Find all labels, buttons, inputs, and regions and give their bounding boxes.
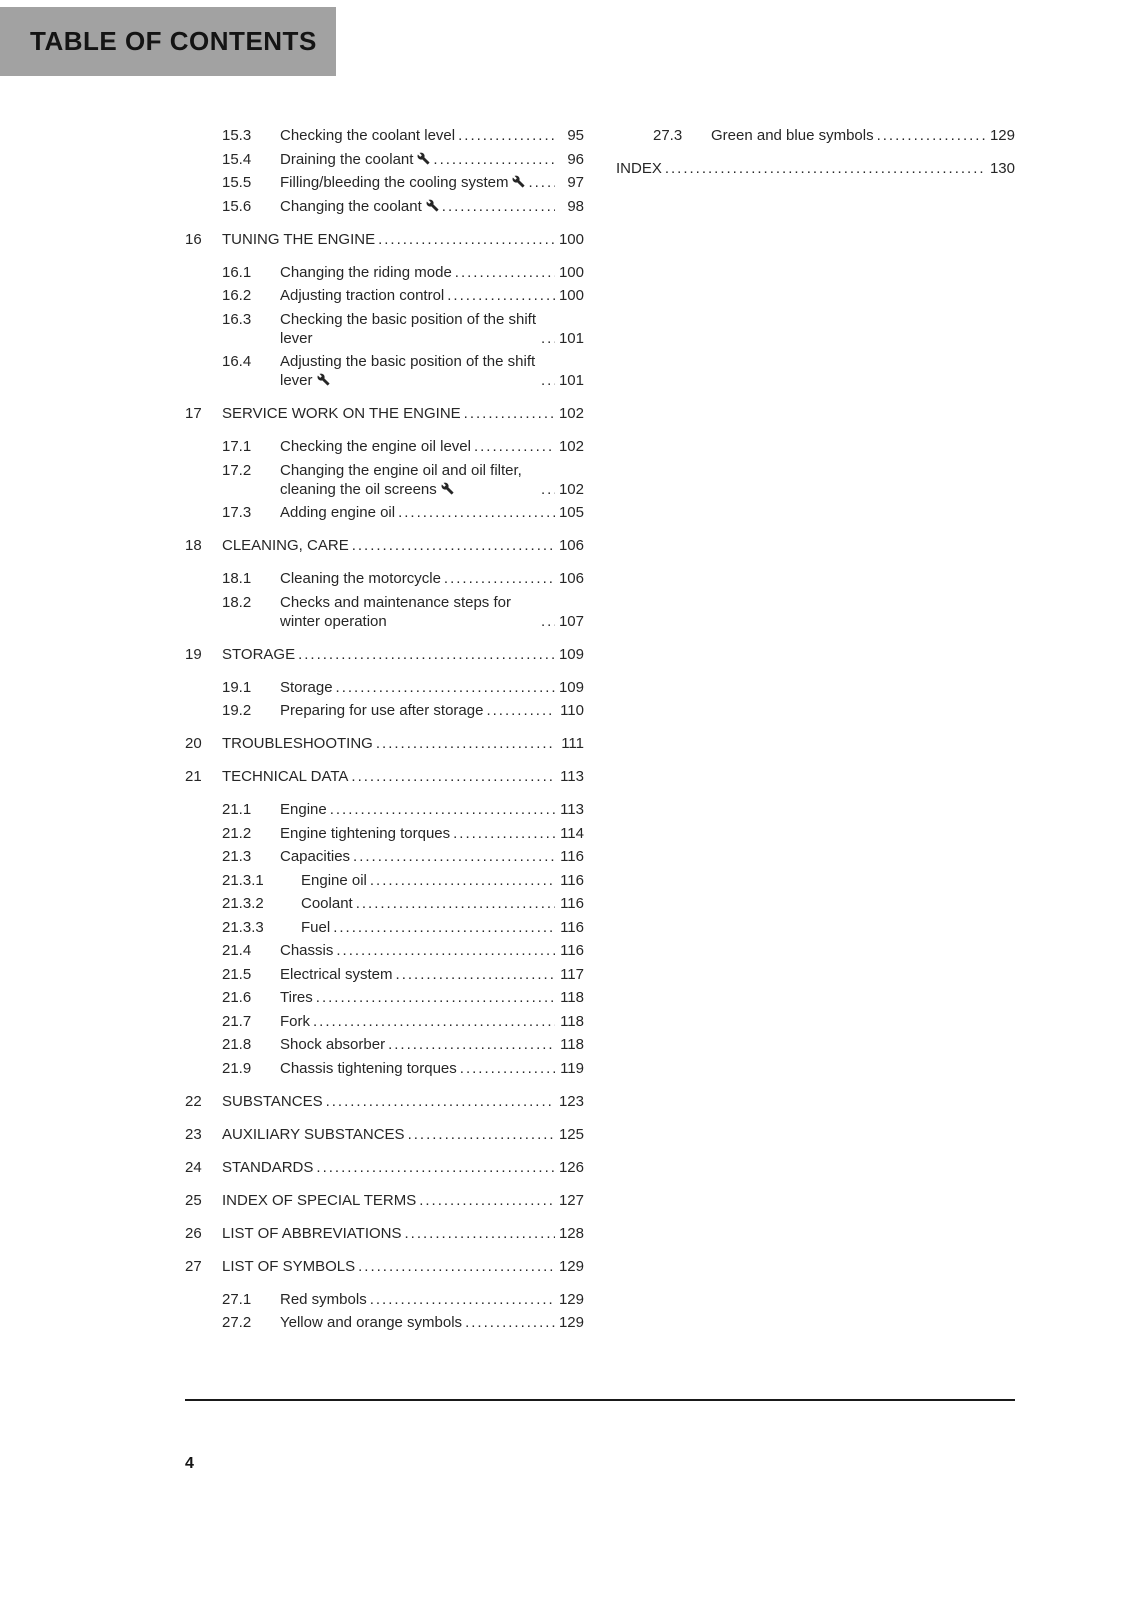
toc-entry[interactable] bbox=[185, 1290, 584, 1309]
dot-leader bbox=[353, 847, 555, 866]
toc-entry-page: 106 bbox=[558, 570, 584, 587]
toc-entry-title bbox=[280, 1035, 385, 1054]
toc-entry-page: 105 bbox=[558, 504, 584, 521]
toc-entry-number: 24 bbox=[185, 1158, 202, 1176]
toc-entry-page: 113 bbox=[560, 801, 584, 818]
page-number: 4 bbox=[185, 1455, 194, 1472]
dot-leader bbox=[333, 918, 555, 937]
toc-entry-title-text: INDEX bbox=[616, 160, 662, 177]
dot-leader bbox=[388, 1035, 555, 1054]
dot-leader bbox=[358, 1257, 555, 1276]
toc-entry-page: 102 bbox=[558, 405, 584, 422]
toc-entry-title-text: Yellow and orange symbols bbox=[280, 1314, 463, 1331]
toc-entry-number: 18.2 bbox=[222, 593, 252, 611]
toc-entry[interactable] bbox=[185, 536, 584, 555]
toc-entry-title-text: LIST OF SYMBOLS bbox=[222, 1257, 356, 1275]
toc-entry-title bbox=[222, 734, 373, 753]
toc-entry-title bbox=[301, 894, 353, 913]
toc-entry[interactable] bbox=[185, 310, 584, 348]
toc-entry-title-text: Engine tightening torques bbox=[280, 824, 451, 842]
toc-entry[interactable] bbox=[185, 871, 584, 890]
wrench-icon bbox=[417, 152, 430, 165]
toc-entry-title bbox=[280, 352, 538, 390]
toc-entry-number: 15.5 bbox=[222, 174, 252, 191]
page-title: TABLE OF CONTENTS bbox=[30, 26, 317, 56]
toc-entry[interactable] bbox=[185, 767, 584, 786]
toc-entry-title-text: Adjusting traction control bbox=[280, 287, 445, 304]
toc-entry-number: 16.3 bbox=[222, 310, 252, 328]
toc-entry[interactable] bbox=[616, 159, 1015, 178]
toc-entry[interactable] bbox=[185, 126, 584, 145]
toc-entry-title bbox=[222, 1125, 405, 1144]
toc-entry-title-text: Cleaning the motorcycle bbox=[280, 570, 441, 587]
toc-entry-page: 118 bbox=[560, 1036, 584, 1053]
toc-entry[interactable] bbox=[185, 1257, 584, 1276]
toc-entry-page: 100 bbox=[558, 230, 584, 248]
toc-entry[interactable] bbox=[185, 1191, 584, 1210]
toc-entry-title bbox=[280, 1059, 457, 1078]
toc-entry-page: 102 bbox=[558, 480, 584, 498]
toc-entry-number: 16 bbox=[185, 230, 202, 248]
toc-entry-title bbox=[222, 1191, 416, 1210]
toc-entry[interactable] bbox=[185, 286, 584, 305]
toc-entry-number: 17.1 bbox=[222, 438, 252, 455]
dot-leader bbox=[444, 569, 555, 588]
toc-entry-number: 21.9 bbox=[222, 1059, 252, 1077]
toc-entry-title bbox=[301, 871, 367, 890]
toc-entry[interactable] bbox=[185, 918, 584, 937]
toc-entry-title bbox=[280, 503, 395, 522]
toc-entry-page: 119 bbox=[560, 1059, 584, 1077]
dot-leader bbox=[665, 159, 986, 178]
toc-entry-title-text: Changing the riding mode bbox=[280, 263, 452, 281]
toc-entry-title bbox=[280, 126, 455, 145]
toc-entry[interactable] bbox=[185, 824, 584, 843]
toc-entry-number: 27.3 bbox=[653, 127, 683, 144]
toc-entry-page: 107 bbox=[558, 612, 584, 630]
dot-leader bbox=[316, 1158, 555, 1177]
toc-entry[interactable] bbox=[185, 701, 584, 720]
toc-entry-title-text: Fork bbox=[280, 1012, 310, 1030]
dot-leader bbox=[442, 197, 555, 216]
toc-entry-page: 109 bbox=[558, 645, 584, 663]
toc-entry-page: 114 bbox=[560, 824, 584, 842]
wrench-icon bbox=[441, 482, 454, 495]
toc-entry-number: 17 bbox=[185, 405, 202, 422]
toc-entry-number: 21.6 bbox=[222, 989, 252, 1006]
toc-entry[interactable] bbox=[185, 569, 584, 588]
toc-entry-title bbox=[280, 263, 452, 282]
toc-entry-number: 17.3 bbox=[222, 504, 252, 521]
toc-entry-title bbox=[280, 1012, 310, 1031]
toc-entry-title bbox=[222, 1257, 355, 1276]
dot-leader bbox=[455, 263, 555, 282]
dot-leader bbox=[458, 126, 555, 145]
toc-entry-number: 26 bbox=[185, 1224, 202, 1242]
toc-entry-number: 27.1 bbox=[222, 1290, 252, 1308]
toc-entry-title-text: STORAGE bbox=[222, 645, 296, 663]
toc-entry-title bbox=[280, 1290, 367, 1309]
toc-entry-number: 15.4 bbox=[222, 150, 252, 168]
toc-entry-title-text: Checking the coolant level bbox=[280, 127, 456, 144]
toc-entry-title-text: Preparing for use after storage bbox=[280, 702, 484, 719]
toc-entry-page: 116 bbox=[560, 918, 584, 936]
toc-entry-title-text: TECHNICAL DATA bbox=[222, 768, 349, 785]
toc-entry[interactable] bbox=[185, 1313, 584, 1332]
toc-entry-number: 21.3 bbox=[222, 848, 252, 865]
toc-entry[interactable] bbox=[185, 263, 584, 282]
toc-entry-number: 27 bbox=[185, 1257, 202, 1275]
toc-entry[interactable] bbox=[185, 1012, 584, 1031]
toc-entry-number: 21.5 bbox=[222, 965, 252, 983]
toc-entry-page: 110 bbox=[560, 702, 584, 719]
toc-entry-title-text: Checking the basic position of the shift lever bbox=[280, 310, 536, 347]
table-of-contents bbox=[185, 126, 1015, 1332]
toc-entry-number: 15.3 bbox=[222, 127, 252, 144]
toc-entry-title-text: SUBSTANCES bbox=[222, 1092, 323, 1110]
toc-entry-title bbox=[280, 150, 430, 169]
toc-entry-page: 101 bbox=[558, 329, 584, 347]
toc-entry-number: 27.2 bbox=[222, 1314, 252, 1331]
dot-leader bbox=[408, 1125, 555, 1144]
dot-leader bbox=[370, 1290, 555, 1309]
dot-leader bbox=[298, 645, 555, 664]
toc-entry-title bbox=[301, 918, 330, 937]
toc-entry-page: 129 bbox=[558, 1314, 584, 1331]
toc-entry-title-text: Adding engine oil bbox=[280, 504, 396, 521]
toc-entry-page: 95 bbox=[567, 127, 584, 144]
toc-entry-title bbox=[280, 437, 471, 456]
toc-entry-title bbox=[616, 159, 662, 178]
dot-leader bbox=[464, 404, 555, 423]
dot-leader bbox=[486, 701, 555, 720]
toc-entry-title-text: Tires bbox=[280, 989, 313, 1006]
dot-leader bbox=[336, 941, 555, 960]
toc-entry[interactable] bbox=[616, 126, 1015, 145]
toc-entry[interactable] bbox=[185, 352, 584, 390]
toc-entry-page: 116 bbox=[560, 895, 584, 912]
toc-entry-number: 22 bbox=[185, 1092, 202, 1110]
dot-leader bbox=[352, 536, 555, 555]
toc-entry-page: 102 bbox=[558, 438, 584, 455]
toc-entry-title-text: INDEX OF SPECIAL TERMS bbox=[222, 1191, 417, 1209]
toc-entry-page: 129 bbox=[989, 127, 1015, 144]
toc-entry[interactable] bbox=[185, 988, 584, 1007]
toc-entry[interactable] bbox=[185, 734, 584, 753]
toc-entry-number: 18 bbox=[185, 537, 202, 554]
toc-entry-page: 117 bbox=[560, 965, 584, 983]
toc-entry-title-text: Green and blue symbols bbox=[711, 127, 874, 144]
toc-entry-number: 21.1 bbox=[222, 801, 252, 818]
dot-leader bbox=[453, 824, 555, 843]
toc-entry-number: 16.2 bbox=[222, 287, 252, 304]
toc-entry-title-text: Shock absorber bbox=[280, 1036, 386, 1053]
dot-leader bbox=[474, 437, 555, 456]
toc-entry-title bbox=[280, 847, 350, 866]
dot-leader bbox=[541, 329, 555, 348]
toc-entry-title bbox=[222, 536, 349, 555]
toc-entry-page: 128 bbox=[558, 1224, 584, 1242]
toc-entry-number: 21.7 bbox=[222, 1012, 252, 1030]
toc-entry-title bbox=[280, 678, 333, 697]
toc-entry-title bbox=[280, 941, 333, 960]
toc-entry-number: 19 bbox=[185, 645, 202, 663]
toc-entry-page: 100 bbox=[558, 263, 584, 281]
wrench-icon bbox=[317, 373, 330, 386]
toc-entry-page: 101 bbox=[558, 372, 584, 389]
dot-leader bbox=[378, 230, 555, 249]
toc-entry-number: 19.2 bbox=[222, 702, 252, 719]
toc-entry[interactable] bbox=[185, 965, 584, 984]
toc-entry-number: 21.4 bbox=[222, 942, 252, 959]
toc-entry-title-text: Chassis tightening torques bbox=[280, 1059, 457, 1077]
toc-entry-page: 109 bbox=[558, 678, 584, 696]
toc-entry-title bbox=[711, 126, 874, 145]
dot-leader bbox=[460, 1059, 555, 1078]
toc-entry-number: 21.3.1 bbox=[222, 871, 264, 889]
dot-leader bbox=[313, 1012, 555, 1031]
toc-entry-title bbox=[222, 1092, 323, 1111]
dot-leader bbox=[356, 894, 555, 913]
dot-leader bbox=[541, 612, 555, 631]
toc-entry[interactable] bbox=[185, 678, 584, 697]
toc-entry-number: 20 bbox=[185, 735, 202, 752]
toc-entry-page: 116 bbox=[560, 942, 584, 959]
toc-entry-title bbox=[280, 569, 441, 588]
toc-entry-title-text: Red symbols bbox=[280, 1290, 367, 1308]
toc-entry-number: 25 bbox=[185, 1191, 202, 1209]
toc-entry-number: 23 bbox=[185, 1125, 202, 1143]
toc-entry-title bbox=[280, 286, 444, 305]
toc-entry-page: 130 bbox=[989, 160, 1015, 177]
toc-entry[interactable] bbox=[185, 1224, 584, 1243]
toc-entry[interactable] bbox=[185, 593, 584, 631]
toc-entry-title bbox=[222, 1224, 402, 1243]
toc-entry-title-text: Engine oil bbox=[301, 871, 367, 889]
toc-entry[interactable] bbox=[185, 941, 584, 960]
toc-entry-title-text: SERVICE WORK ON THE ENGINE bbox=[222, 405, 461, 422]
toc-entry-title-text: Checks and maintenance steps for winter operation bbox=[280, 593, 511, 630]
toc-entry-page: 106 bbox=[558, 537, 584, 554]
toc-entry-title-text: AUXILIARY SUBSTANCES bbox=[222, 1125, 405, 1143]
toc-entry[interactable] bbox=[185, 1158, 584, 1177]
dot-leader bbox=[398, 503, 555, 522]
dot-leader bbox=[877, 126, 986, 145]
toc-entry-page: 98 bbox=[567, 197, 584, 215]
toc-entry-title-text: Checking the engine oil level bbox=[280, 438, 471, 455]
wrench-icon bbox=[426, 199, 439, 212]
dot-leader bbox=[376, 734, 555, 753]
toc-entry-title-text: Filling/bleeding the cooling system bbox=[280, 174, 509, 191]
toc-entry-title-text: Fuel bbox=[301, 918, 331, 936]
toc-entry-title bbox=[222, 645, 295, 664]
toc-entry-title-text: Changing the coolant bbox=[280, 197, 422, 215]
wrench-icon bbox=[512, 175, 525, 188]
toc-entry-title bbox=[280, 173, 525, 192]
toc-entry-title-text: Storage bbox=[280, 678, 333, 696]
toc-entry-title bbox=[222, 767, 348, 786]
toc-entry[interactable] bbox=[185, 800, 584, 819]
toc-entry-title-text: CLEANING, CARE bbox=[222, 537, 349, 554]
dot-leader bbox=[330, 800, 555, 819]
toc-entry-title bbox=[280, 461, 538, 499]
dot-leader bbox=[465, 1313, 555, 1332]
toc-entry-title-text: LIST OF ABBREVIATIONS bbox=[222, 1224, 402, 1242]
toc-entry[interactable] bbox=[185, 461, 584, 499]
dot-leader bbox=[433, 150, 555, 169]
dot-leader bbox=[405, 1224, 556, 1243]
toc-entry-page: 129 bbox=[558, 1290, 584, 1308]
toc-entry[interactable] bbox=[185, 1059, 584, 1078]
toc-entry-title-text: STANDARDS bbox=[222, 1158, 314, 1176]
toc-entry-title bbox=[280, 593, 538, 631]
toc-entry-number: 21.3.2 bbox=[222, 895, 264, 912]
toc-entry-title-text: TUNING THE ENGINE bbox=[222, 230, 376, 248]
toc-entry-title-text: Adjusting the basic position of the shift lever bbox=[280, 353, 536, 389]
toc-entry-title bbox=[280, 1313, 462, 1332]
toc-entry-page: 118 bbox=[560, 1012, 584, 1030]
toc-entry-number: 21 bbox=[185, 768, 202, 785]
toc-entry-title-text: TROUBLESHOOTING bbox=[222, 735, 373, 752]
toc-entry[interactable] bbox=[185, 173, 584, 192]
toc-entry-page: 116 bbox=[560, 848, 584, 865]
toc-entry-page: 118 bbox=[560, 989, 584, 1006]
toc-entry[interactable] bbox=[185, 503, 584, 522]
dot-leader bbox=[541, 371, 555, 390]
toc-entry-page: 116 bbox=[560, 871, 584, 889]
dot-leader bbox=[351, 767, 555, 786]
toc-entry-title-text: Engine bbox=[280, 801, 327, 818]
toc-entry[interactable] bbox=[185, 1125, 584, 1144]
dot-leader bbox=[447, 286, 555, 305]
dot-leader bbox=[316, 988, 555, 1007]
dot-leader bbox=[396, 965, 555, 984]
toc-entry-page: 127 bbox=[558, 1191, 584, 1209]
toc-entry-page: 125 bbox=[558, 1125, 584, 1143]
toc-entry-number: 17.2 bbox=[222, 461, 252, 479]
toc-entry-number: 16.1 bbox=[222, 263, 252, 281]
dot-leader bbox=[326, 1092, 555, 1111]
toc-entry-title-text: Capacities bbox=[280, 848, 351, 865]
toc-entry-number: 21.8 bbox=[222, 1036, 252, 1053]
toc-entry[interactable] bbox=[185, 150, 584, 169]
toc-entry-title-text: Changing the engine oil and oil filter, cleaning the oil screens bbox=[280, 461, 522, 498]
toc-entry-number: 21.3.3 bbox=[222, 918, 264, 936]
toc-entry-page: 97 bbox=[567, 174, 584, 191]
toc-entry-number: 18.1 bbox=[222, 570, 252, 587]
toc-entry-number: 19.1 bbox=[222, 678, 252, 696]
toc-entry-title bbox=[280, 988, 313, 1007]
toc-entry-title bbox=[222, 230, 375, 249]
toc-entry-title-text: Coolant bbox=[301, 895, 353, 912]
toc-entry-title bbox=[280, 310, 538, 348]
toc-entry[interactable] bbox=[185, 197, 584, 216]
toc-entry-page: 113 bbox=[560, 768, 584, 785]
footer-rule bbox=[185, 1399, 1015, 1401]
toc-entry[interactable] bbox=[185, 894, 584, 913]
dot-leader bbox=[336, 678, 555, 697]
toc-entry-title-text: Electrical system bbox=[280, 965, 393, 983]
toc-entry-title bbox=[280, 701, 483, 720]
toc-entry-page: 123 bbox=[558, 1092, 584, 1110]
toc-entry-title bbox=[280, 824, 450, 843]
toc-entry[interactable] bbox=[185, 404, 584, 423]
toc-entry-number: 15.6 bbox=[222, 197, 252, 215]
toc-entry[interactable] bbox=[185, 230, 584, 249]
dot-leader bbox=[541, 480, 555, 499]
toc-column-right bbox=[616, 126, 1015, 178]
toc-entry-title bbox=[222, 1158, 313, 1177]
toc-entry-number: 21.2 bbox=[222, 824, 252, 842]
toc-entry-page: 129 bbox=[558, 1257, 584, 1275]
toc-entry-title bbox=[280, 197, 439, 216]
dot-leader bbox=[528, 173, 555, 192]
toc-entry-title-text: Draining the coolant bbox=[280, 150, 414, 168]
toc-entry-page: 96 bbox=[567, 150, 584, 168]
toc-entry-page: 111 bbox=[561, 735, 584, 752]
toc-entry[interactable] bbox=[185, 437, 584, 456]
toc-entry-title bbox=[222, 404, 461, 423]
toc-entry-title-text: Chassis bbox=[280, 942, 334, 959]
toc-entry[interactable] bbox=[185, 1092, 584, 1111]
toc-entry-title bbox=[280, 965, 393, 984]
dot-leader bbox=[370, 871, 555, 890]
dot-leader bbox=[419, 1191, 555, 1210]
toc-entry-page: 100 bbox=[558, 287, 584, 304]
toc-column-left bbox=[185, 126, 584, 1332]
page-header bbox=[0, 7, 336, 76]
toc-entry[interactable] bbox=[185, 1035, 584, 1054]
toc-entry-title bbox=[280, 800, 327, 819]
toc-entry-number: 16.4 bbox=[222, 353, 252, 370]
toc-entry[interactable] bbox=[185, 645, 584, 664]
toc-entry[interactable] bbox=[185, 847, 584, 866]
toc-entry-page: 126 bbox=[558, 1158, 584, 1176]
